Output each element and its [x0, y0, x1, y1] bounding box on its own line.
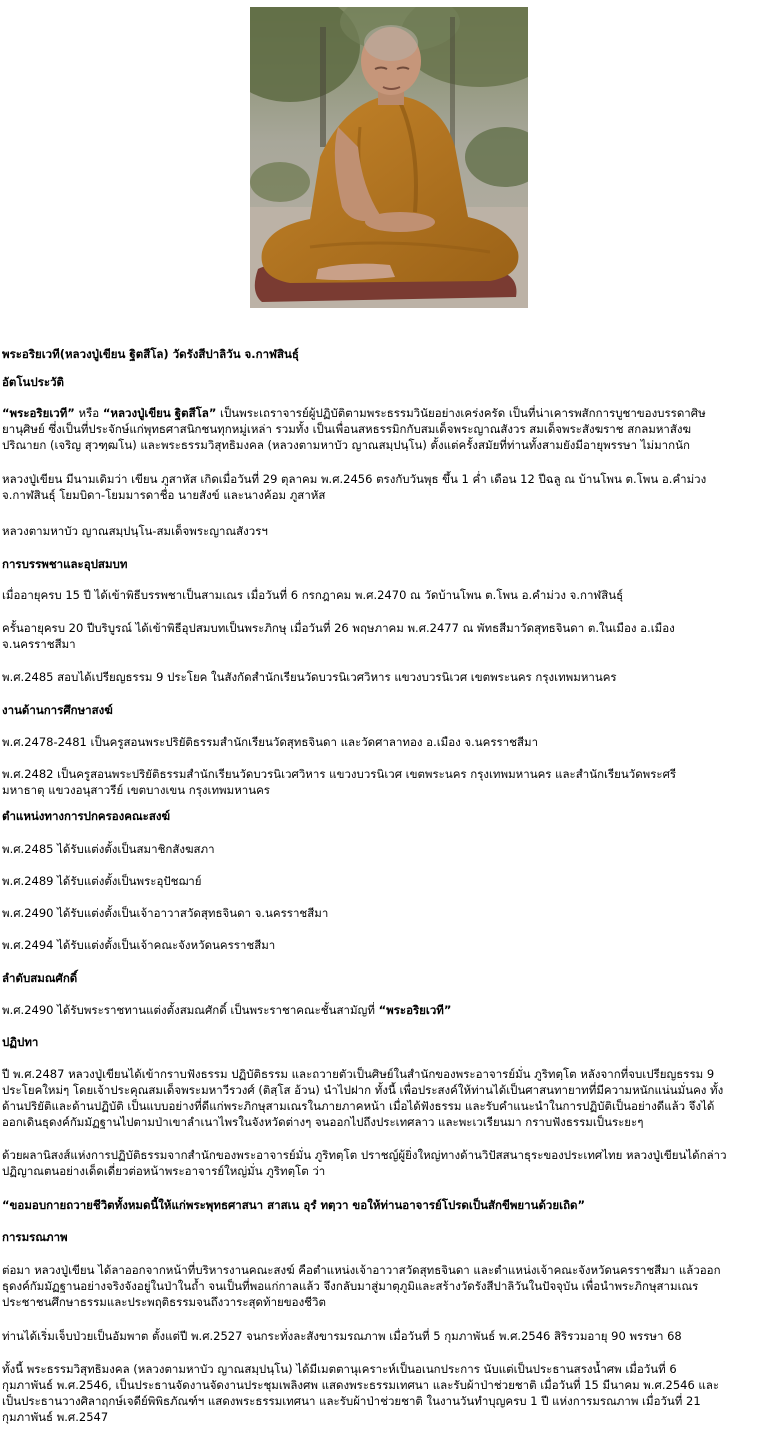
- rank-title: “พระอริยเวที”: [378, 1003, 452, 1017]
- passing-paragraph-1-line-2: ธุดงค์กัมมัฏฐานอย่างจริงจังอยู่ในป่าในถ้ำ จนเป็นที่พอแก่กาลแล้ว จึงกลับมาสู่มาตุภูมิและสร้างวัดรังสีปาลิวันในปัจจุบัน เพื่อนำพระภิกษุสามเณร: [2, 1279, 699, 1293]
- bio-paragraph-1-line-1: [2, 405, 706, 421]
- practice-paragraph-1-line-4: ออกเดินธุดงค์กัมมัฏฐานไปตามป่าเขาลำเนาไพรในจังหวัดต่างๆ จนออกไปถึงประเทศลาว และพะเวเรียนมา กราบฟังธรรมเป็นระยะๆ: [2, 1115, 644, 1129]
- practice-paragraph-1-line-3: ด้านปริยัติและด้านปฏิบัติ เป็นแบบอย่างที่ดีแก่พระภิกษุสามเณรในภายภาคหน้า เมื่อได้ฟังธรรม และรับคำแนะนำในการปฏิบัติเป็นอย่างดีแล้ว จึงได้: [2, 1099, 715, 1113]
- education-paragraph-2-line-1: พ.ศ.2482 เป็นครูสอนพระปริยัติธรรมสำนักเรียนวัดบวรนิเวศวิหาร แขวงบวรนิเวศ เขตพระนคร กรุงเทพมหานคร และสำนักเรียนวัดพระศรี: [2, 767, 677, 781]
- bio-paragraph-1-line-3: ปริณายก (เจริญ สุวฑฺฒโน) และพระธรรมวิสุทธิมงคล (หลวงตามหาบัว ญาณสมฺปนฺโน) ตั้งแต่ครั้งสมัยที่ท่านทั้งสามยังมีอายุพรรษา ไม่มากนัก: [2, 438, 690, 452]
- passing-paragraph-2: ท่านได้เริ่มเจ็บป่วยเป็นอัมพาต ตั้งแต่ปี พ.ศ.2527 จนกระทั่งละสังขารมรณภาพ เมื่อวันที่ 5 กุมภาพันธ์ พ.ศ.2546 สิริรวมอายุ 90 พรรษา 68: [2, 1329, 682, 1343]
- admin-item: พ.ศ.2494 ได้รับแต่งตั้งเป็นเจ้าคณะจังหวัดนครราชสีมา: [2, 938, 276, 952]
- heading-passing: การมรณภาพ: [2, 1230, 68, 1244]
- bio-paragraph-2-line-1: หลวงปู่เขียน มีนามเดิมว่า เขียน ภูสาหัส เกิดเมื่อวันที่ 29 ตุลาคม พ.ศ.2456 ตรงกับวันพุธ ขึ้น 1 ค่ำ เดือน 12 ปีฉลู ณ บ้านโพน ต.โพน อ.คำม่วง: [2, 472, 707, 486]
- name-title-1: “พระอริยเวที”: [2, 406, 75, 420]
- passing-paragraph-3-line-1: ทั้งนี้ พระธรรมวิสุทธิมงคล (หลวงตามหาบัว ญาณสมฺปนฺโน) ได้มีเมตตานุเคราะห์เป็นอเนกประการ นับแต่เป็นประธานสรงน้ำศพ เมื่อวันที่ 6: [2, 1362, 677, 1376]
- admin-item: พ.ศ.2489 ได้รับแต่งตั้งเป็นพระอุปัชฌาย์: [2, 874, 202, 888]
- heading-rank: ลำดับสมณศักดิ์: [2, 971, 78, 985]
- article-title: พระอริยเวที(หลวงปู่เขียน ฐิตสีโล) วัดรังสีปาลิวัน จ.กาฬสินธุ์: [2, 347, 299, 361]
- bio-paragraph-1-line-2: ยานุศิษย์ ซึ่งเป็นที่ประจักษ์แก่พุทธศาสนิกชนทุกหมู่เหล่า รวมทั้ง เป็นเพื่อนสหธรรมิกกับสมเด็จพระญาณสังวร สมเด็จพระสังฆราช สกลมหาสังฆ: [2, 422, 692, 436]
- photo-caption: หลวงตามหาบัว ญาณสมฺปนฺโน-สมเด็จพระญาณสังวรฯ: [2, 524, 268, 538]
- ordination-paragraph-2-line-2: จ.นครราชสีมา: [2, 637, 76, 651]
- heading-practice: ปฏิปทา: [2, 1035, 39, 1049]
- passing-paragraph-3-line-2: กุมภาพันธ์ พ.ศ.2546, เป็นประธานจัดงานจัดงานประชุมเพลิงศพ แสดงพระธรรมเทศนา และรับผ้าป่าช่วยชาติ เมื่อวันที่ 15 มีนาคม พ.ศ.2546 และ: [2, 1378, 720, 1392]
- passing-paragraph-3-line-3: เป็นประธานวางศิลาฤกษ์เจดีย์พิพิธภัณฑ์ฯ แสดงพระธรรมเทศนา และรับผ้าป่าช่วยชาติ ในงานวันทำบุญครบ 1 ปี แห่งการมรณภาพ เมื่อวันที่ 21: [2, 1394, 701, 1408]
- rank-paragraph: [2, 1002, 451, 1018]
- portrait-photo: [250, 7, 528, 308]
- heading-administration: ตำแหน่งทางการปกครองคณะสงฆ์: [2, 809, 171, 823]
- ordination-paragraph-1: เมื่ออายุครบ 15 ปี ได้เข้าพิธีบรรพชาเป็นสามเณร เมื่อวันที่ 6 กรกฎาคม พ.ศ.2470 ณ วัดบ้านโพน ต.โพน อ.คำม่วง จ.กาฬสินธุ์: [2, 588, 624, 602]
- bio-or: หรือ: [74, 406, 103, 420]
- admin-item: พ.ศ.2490 ได้รับแต่งตั้งเป็นเจ้าอาวาสวัดสุทธจินดา จ.นครราชสีมา: [2, 906, 329, 920]
- bio-paragraph-1-rest: เป็นพระเถราจารย์ผู้ปฏิบัติตามพระธรรมวินัยอย่างเคร่งครัด เป็นที่น่าเคารพสักการบูชาของบรรดาศิษ: [216, 406, 706, 420]
- practice-paragraph-2-line-1: ด้วยผลานิสงส์แห่งการปฏิบัติธรรมจากสำนักของพระอาจารย์มั่น ภูริทตฺโต ปราชญ์ผู้ยิ่งใหญ่ทางด้านวิปัสสนาธุระของประเทศไทย หลวงปู่เขียนได้กล่าว: [2, 1148, 727, 1162]
- rank-text: พ.ศ.2490 ได้รับพระราชทานแต่งตั้งสมณศักดิ์ เป็นพระราชาคณะชั้นสามัญที่: [2, 1003, 379, 1017]
- admin-item: พ.ศ.2485 ได้รับแต่งตั้งเป็นสมาชิกสังฆสภา: [2, 842, 215, 856]
- passing-paragraph-1-line-1: ต่อมา หลวงปู่เขียน ได้ลาออกจากหน้าที่บริหารงานคณะสงฆ์ คือตำแหน่งเจ้าอาวาสวัดสุทธจินดา และตำแหน่งเจ้าคณะจังหวัดนครราชสีมา แล้วออก: [2, 1263, 721, 1277]
- bio-paragraph-2-line-2: จ.กาฬสินธุ์ โยมบิดา-โยมมารดาชื่อ นายสังข์ และนางค้อม ภูสาหัส: [2, 488, 326, 502]
- ordination-paragraph-2-line-1: ครั้นอายุครบ 20 ปีบริบูรณ์ ได้เข้าพิธีอุปสมบทเป็นพระภิกษุ เมื่อวันที่ 26 พฤษภาคม พ.ศ.2477 ณ พัทธสีมาวัดสุทธจินดา ต.ในเมือง อ.เมือง: [2, 621, 675, 635]
- heading-biography: อัตโนประวัติ: [2, 375, 64, 389]
- practice-paragraph-2-line-2: ปฏิญาณตนอย่างเด็ดเดี่ยวต่อหน้าพระอาจารย์ใหญ่มั่น ภูริทตฺโต ว่า: [2, 1164, 326, 1178]
- passing-paragraph-3-line-4: กุมภาพันธ์ พ.ศ.2547: [2, 1410, 109, 1424]
- heading-ordination: การบรรพชาและอุปสมบท: [2, 557, 128, 571]
- name-title-2: “หลวงปู่เขียน ฐิตสีโล”: [102, 406, 217, 420]
- heading-education: งานด้านการศึกษาสงฆ์: [2, 703, 113, 717]
- vow-quote: “ขอมอบกายถวายชีวิตทั้งหมดนี้ให้แก่พระพุทธศาสนา สาสเน อุรํ ทตฺวา ขอให้ท่านอาจารย์โปรดเป็นสักขีพยานด้วยเถิด”: [2, 1198, 586, 1212]
- passing-paragraph-1-line-3: ประชาชนศึกษาธรรมและประพฤติธรรมจนถึงวาระสุดท้ายของชีวิต: [2, 1295, 326, 1309]
- ordination-paragraph-3: พ.ศ.2485 สอบได้เปรียญธรรม 9 ประโยค ในสังกัดสำนักเรียนวัดบวรนิเวศวิหาร แขวงบวรนิเวศ เขตพระนคร กรุงเทพมหานคร: [2, 670, 617, 684]
- education-paragraph-1: พ.ศ.2478-2481 เป็นครูสอนพระปริยัติธรรมสำนักเรียนวัดสุทธจินดา และวัดศาลาทอง อ.เมือง จ.นครราชสีมา: [2, 735, 539, 749]
- practice-paragraph-1-line-2: ประโยคใหม่ๆ โดยเจ้าประคุณสมเด็จพระมหาวีรวงศ์ (ติสฺโส อ้วน) นำไปฝาก ทั้งนี้ เพื่อประสงค์ให้ท่านได้เป็นศาสนทายาทที่มีความหนักแน่นมั่นคง ทั้ง: [2, 1083, 724, 1097]
- portrait-photo-icon: [250, 7, 528, 308]
- practice-paragraph-1-line-1: ปี พ.ศ.2487 หลวงปู่เขียนได้เข้ากราบฟังธรรม ปฏิบัติธรรม และถวายตัวเป็นศิษย์ในสำนักของพระอาจารย์มั่น ภูริทตฺโต หลังจากที่จบเปรียญธรรม 9: [2, 1067, 715, 1081]
- education-paragraph-2-line-2: มหาธาตุ แขวงอนุสาวรีย์ เขตบางเขน กรุงเทพมหานคร: [2, 783, 270, 797]
